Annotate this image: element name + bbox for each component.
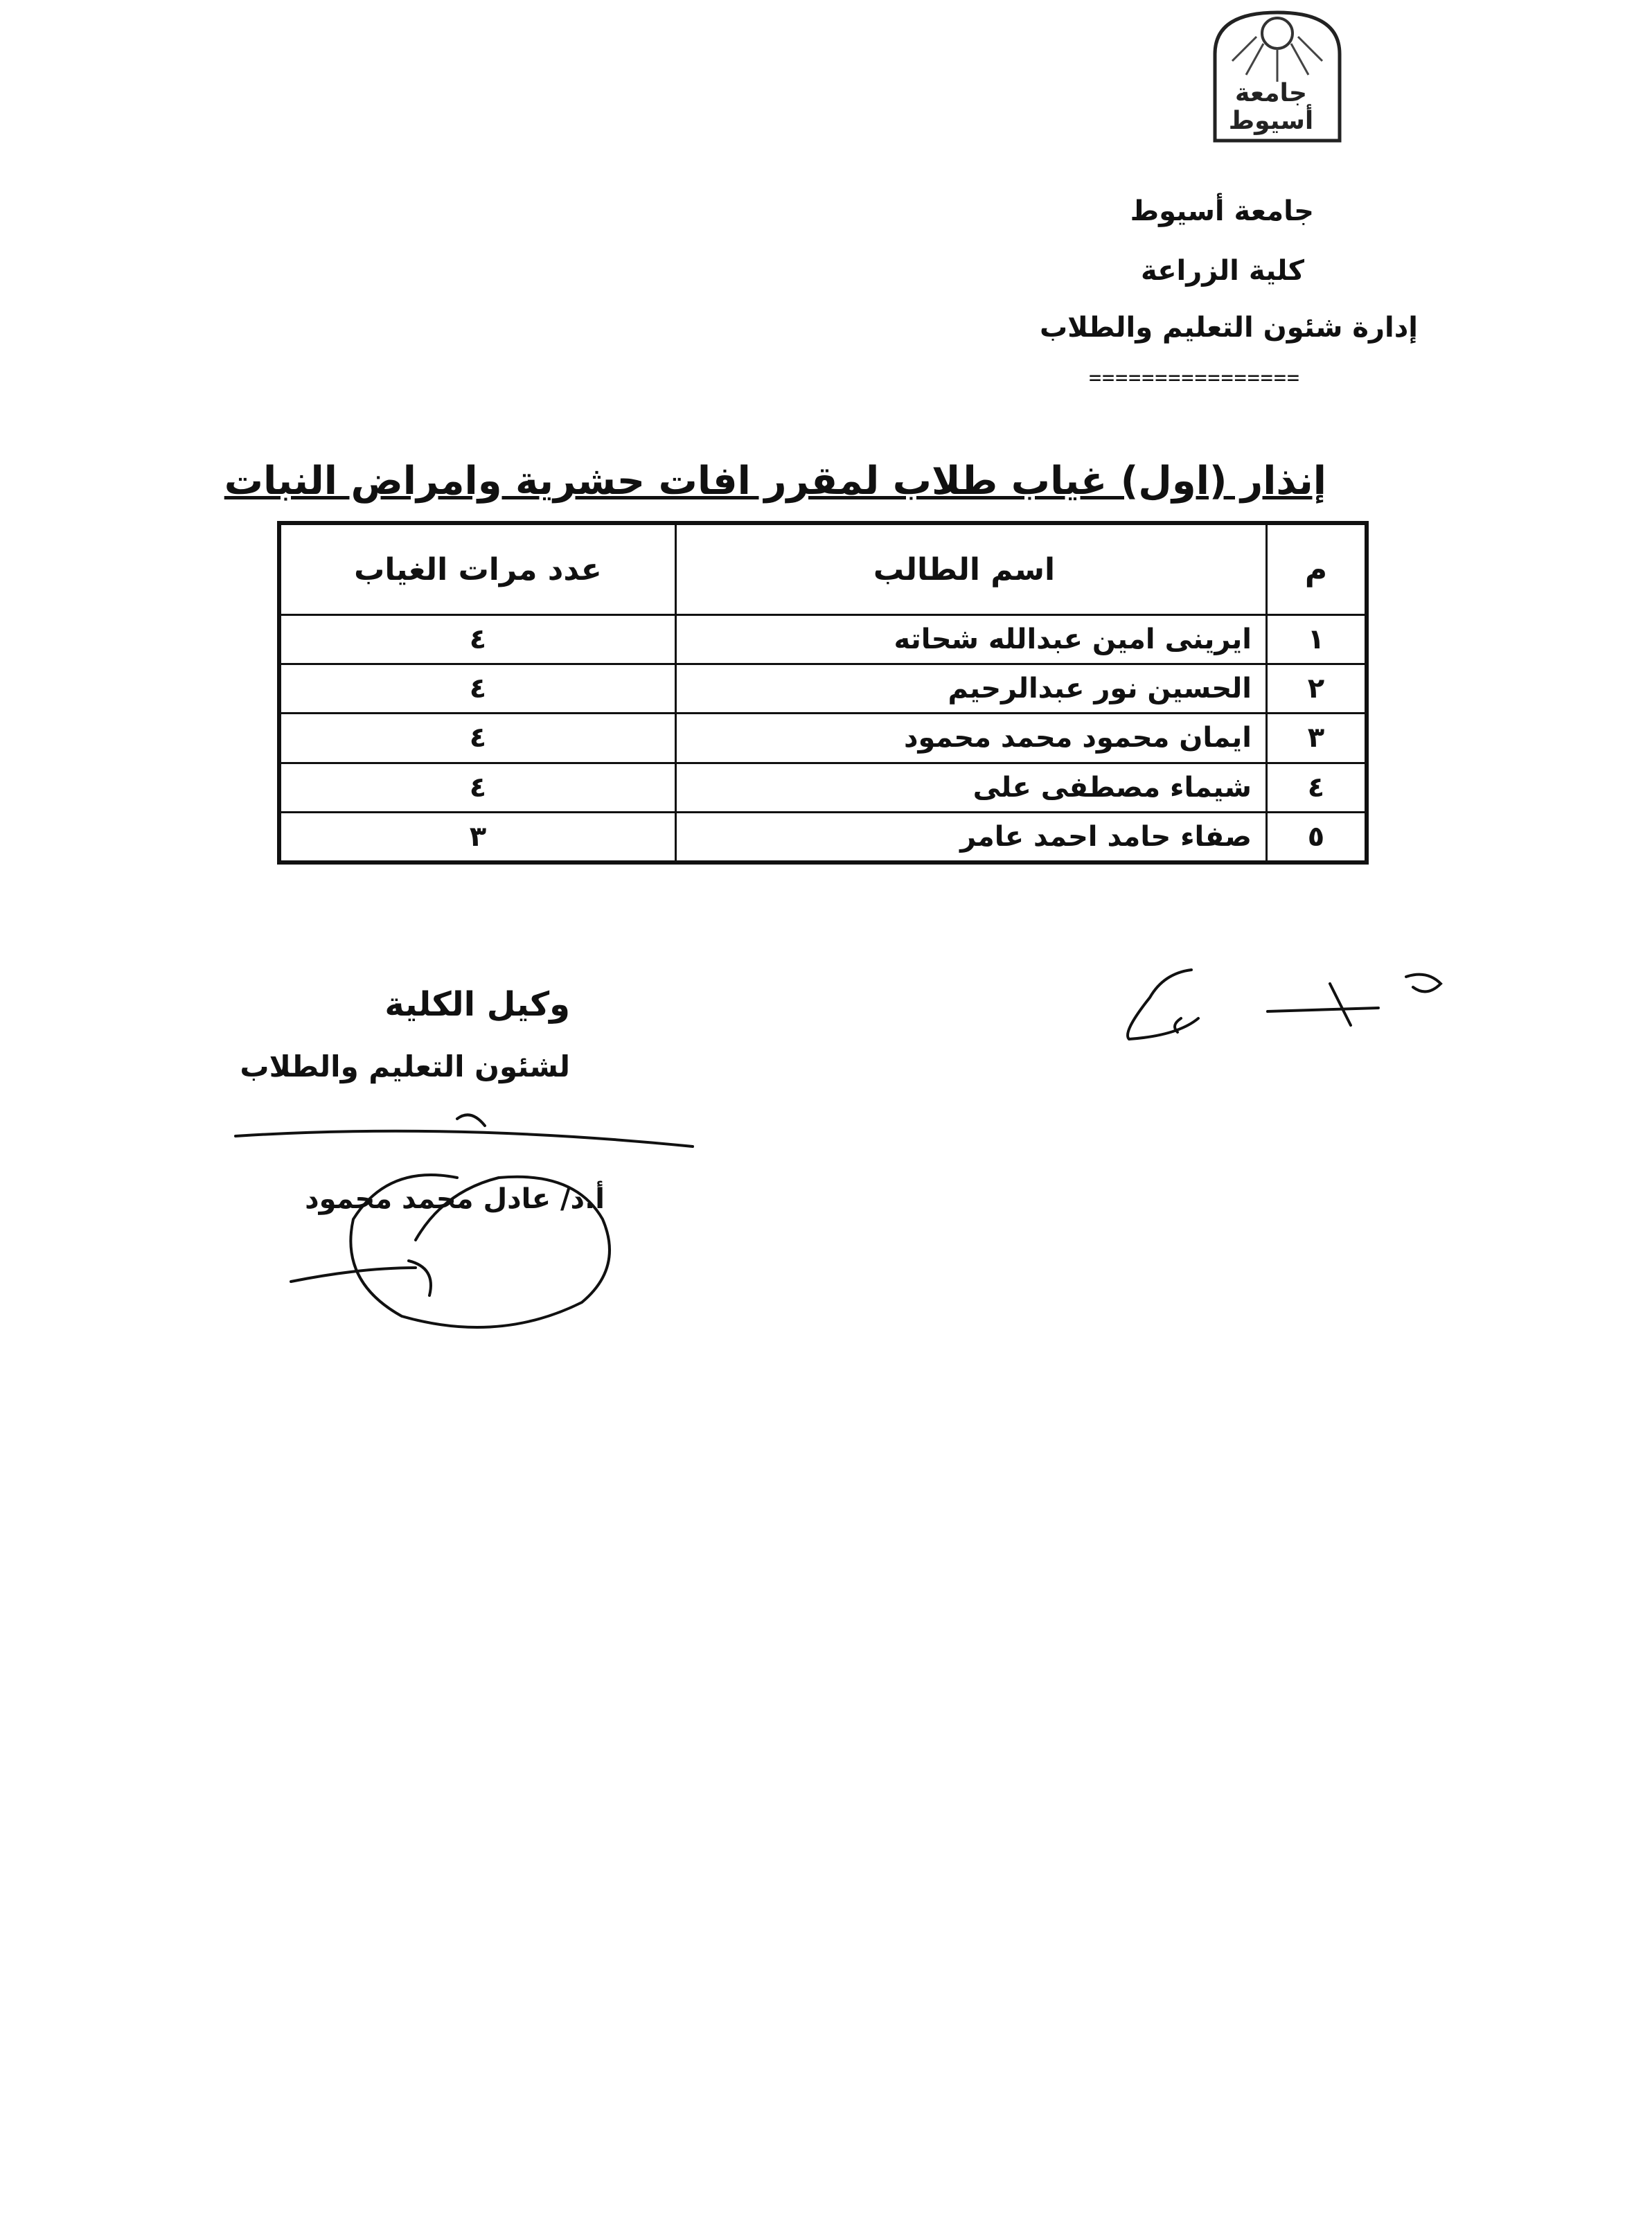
row-count: ٣ bbox=[279, 812, 676, 862]
absence-table bbox=[277, 521, 1369, 865]
row-count: ٤ bbox=[279, 763, 676, 812]
logo-lettering: جامعة أسيوط bbox=[1228, 79, 1314, 135]
row-num: ١ bbox=[1267, 615, 1367, 664]
university-name: جامعة أسيوط bbox=[1130, 195, 1314, 227]
row-name: ايرينى امين عبدالله شحاته bbox=[676, 615, 1267, 664]
department-name: إدارة شئون التعليم والطلاب bbox=[1039, 312, 1418, 344]
initials-signature-icon bbox=[1128, 970, 1441, 1039]
row-num: ٣ bbox=[1267, 714, 1367, 763]
row-count: ٤ bbox=[279, 714, 676, 763]
header-num: م bbox=[1267, 523, 1367, 615]
header-count: عدد مرات الغياب bbox=[279, 523, 676, 615]
faculty-name: كلية الزراعة bbox=[1140, 255, 1304, 287]
table-header-row bbox=[279, 523, 1367, 615]
header-name: اسم الطالب bbox=[676, 523, 1267, 615]
header-divider: ================ bbox=[1089, 366, 1300, 390]
row-num: ٥ bbox=[1267, 812, 1367, 862]
row-num: ٢ bbox=[1267, 664, 1367, 714]
row-num: ٤ bbox=[1267, 763, 1367, 812]
row-count: ٤ bbox=[279, 664, 676, 714]
signatory-role: وكيل الكلية bbox=[384, 985, 570, 1024]
row-name: الحسين نور عبدالرحيم bbox=[676, 664, 1267, 714]
table-row bbox=[279, 615, 1367, 664]
row-count: ٤ bbox=[279, 615, 676, 664]
row-name: شيماء مصطفى على bbox=[676, 763, 1267, 812]
dean-signature-icon bbox=[236, 1115, 693, 1327]
table-row bbox=[279, 714, 1367, 763]
page-title: إنذار (اول) غياب طلاب لمقرر افات حشرية وامراض النبات bbox=[224, 459, 1326, 504]
row-name: ايمان محمود محمد محمود bbox=[676, 714, 1267, 763]
signatory-name: أ.د/ عادل محمد محمود bbox=[305, 1183, 605, 1215]
table-row bbox=[279, 812, 1367, 862]
row-name: صفاء حامد احمد عامر bbox=[676, 812, 1267, 862]
signatory-office: لشئون التعليم والطلاب bbox=[240, 1050, 570, 1083]
table-row bbox=[279, 763, 1367, 812]
table-row bbox=[279, 664, 1367, 714]
